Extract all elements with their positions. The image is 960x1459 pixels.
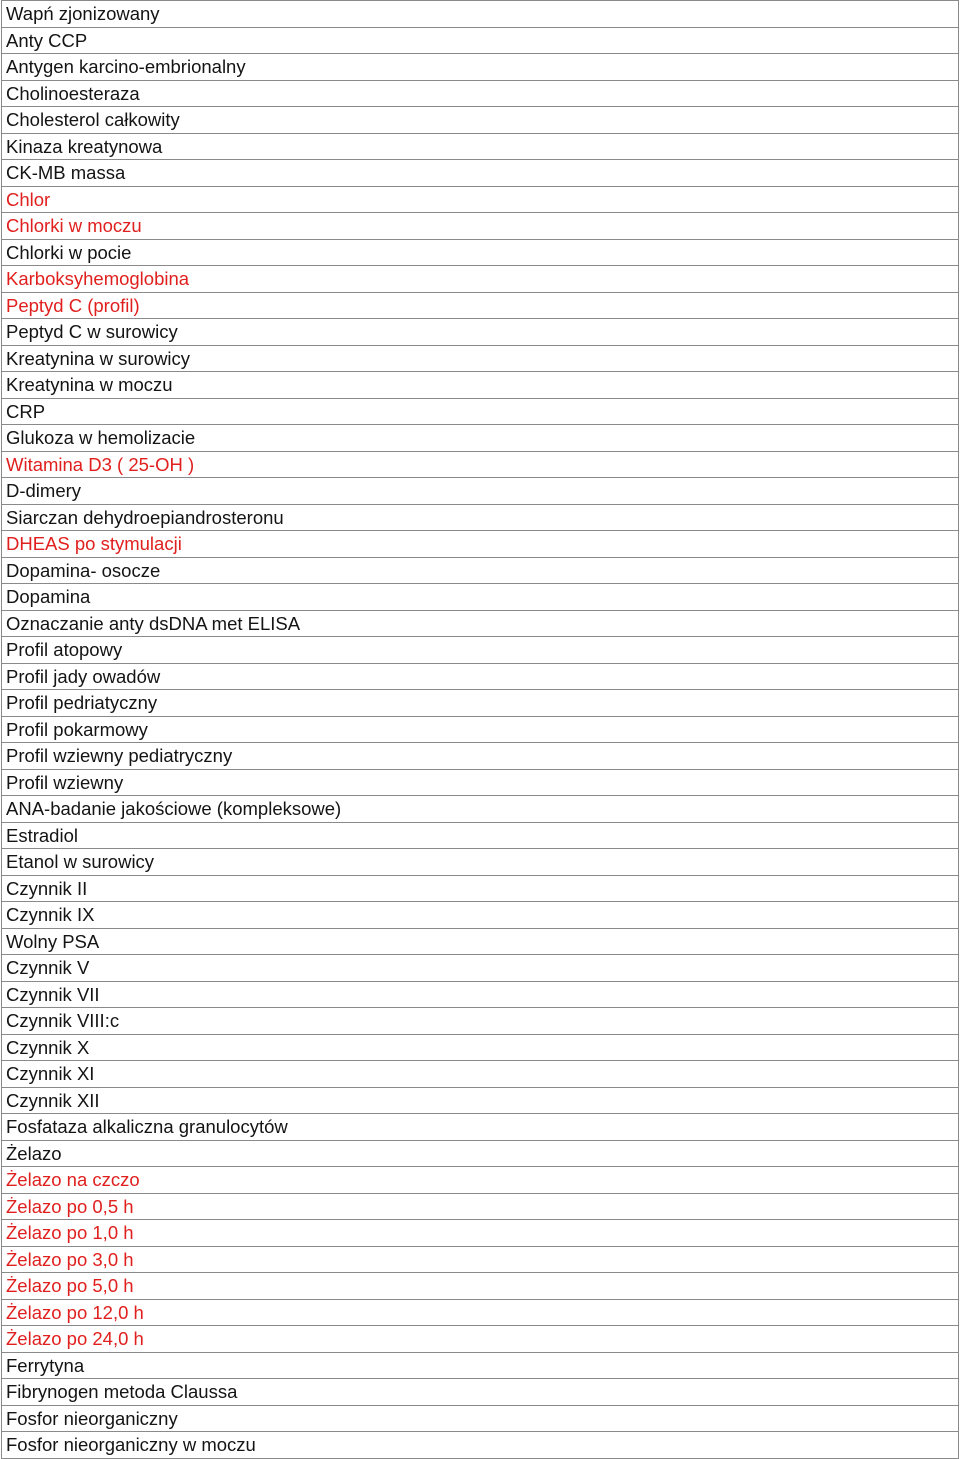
test-name-cell: Fibrynogen metoda Claussa <box>2 1379 959 1406</box>
test-name-cell: Żelazo po 24,0 h <box>2 1326 959 1353</box>
test-name-cell: Etanol w surowicy <box>2 849 959 876</box>
test-name-cell: Peptyd C (profil) <box>2 292 959 319</box>
table-row <box>2 451 959 478</box>
table-row <box>2 398 959 425</box>
test-name-cell: Czynnik IX <box>2 902 959 929</box>
table-row <box>2 716 959 743</box>
table-row <box>2 1167 959 1194</box>
table-row <box>2 478 959 505</box>
table-row <box>2 1246 959 1273</box>
table-row <box>2 557 959 584</box>
table-row <box>2 928 959 955</box>
test-name-cell: DHEAS po stymulacji <box>2 531 959 558</box>
test-name-cell: CRP <box>2 398 959 425</box>
test-name-cell: Profil pokarmowy <box>2 716 959 743</box>
test-name-cell: Siarczan dehydroepiandrosteronu <box>2 504 959 531</box>
table-row <box>2 1273 959 1300</box>
table-row <box>2 266 959 293</box>
test-name-cell: Chlor <box>2 186 959 213</box>
test-name-cell: Żelazo po 3,0 h <box>2 1246 959 1273</box>
test-name-cell: Czynnik VIII:c <box>2 1008 959 1035</box>
table-row <box>2 213 959 240</box>
test-name-cell: Profil wziewny pediatryczny <box>2 743 959 770</box>
table-row <box>2 1326 959 1353</box>
table-row <box>2 1034 959 1061</box>
table-row <box>2 637 959 664</box>
table-row <box>2 425 959 452</box>
test-name-cell: Dopamina- osocze <box>2 557 959 584</box>
table-row <box>2 690 959 717</box>
test-name-cell: Profil pedriatyczny <box>2 690 959 717</box>
test-name-cell: Żelazo <box>2 1140 959 1167</box>
table-row <box>2 769 959 796</box>
test-name-cell: Fosfor nieorganiczny w moczu <box>2 1432 959 1459</box>
table-row <box>2 133 959 160</box>
test-name-cell: Chlorki w moczu <box>2 213 959 240</box>
table-row <box>2 504 959 531</box>
table-row <box>2 1008 959 1035</box>
table-row <box>2 107 959 134</box>
test-name-cell: Chlorki w pocie <box>2 239 959 266</box>
test-name-cell: Oznaczanie anty dsDNA met ELISA <box>2 610 959 637</box>
test-name-cell: Żelazo po 1,0 h <box>2 1220 959 1247</box>
test-name-cell: Antygen karcino-embrionalny <box>2 54 959 81</box>
test-name-cell: Cholesterol całkowity <box>2 107 959 134</box>
test-name-cell: Czynnik XI <box>2 1061 959 1088</box>
test-name-cell: Czynnik XII <box>2 1087 959 1114</box>
table-row <box>2 1114 959 1141</box>
table-row <box>2 1299 959 1326</box>
test-name-cell: CK-MB massa <box>2 160 959 187</box>
test-name-cell: Czynnik II <box>2 875 959 902</box>
table-row <box>2 1405 959 1432</box>
test-name-cell: Czynnik V <box>2 955 959 982</box>
test-name-cell: Karboksyhemoglobina <box>2 266 959 293</box>
test-name-cell: Kreatynina w moczu <box>2 372 959 399</box>
table-row <box>2 1140 959 1167</box>
test-name-cell: Ferrytyna <box>2 1352 959 1379</box>
test-name-cell: Peptyd C w surowicy <box>2 319 959 346</box>
table-row <box>2 54 959 81</box>
test-name-cell: Czynnik VII <box>2 981 959 1008</box>
table-row <box>2 186 959 213</box>
table-row <box>2 292 959 319</box>
test-name-cell: D-dimery <box>2 478 959 505</box>
table-row <box>2 1379 959 1406</box>
test-name-cell: Żelazo po 0,5 h <box>2 1193 959 1220</box>
table-row <box>2 981 959 1008</box>
test-name-cell: Witamina D3 ( 25-OH ) <box>2 451 959 478</box>
table-row <box>2 849 959 876</box>
table-row <box>2 663 959 690</box>
test-name-cell: Wolny PSA <box>2 928 959 955</box>
table-row <box>2 1193 959 1220</box>
test-name-cell: Wapń zjonizowany <box>2 1 959 28</box>
test-name-cell: Fosfataza alkaliczna granulocytów <box>2 1114 959 1141</box>
table-row <box>2 584 959 611</box>
table-row <box>2 796 959 823</box>
table-row <box>2 80 959 107</box>
table-row <box>2 1432 959 1459</box>
test-name-cell: Estradiol <box>2 822 959 849</box>
test-name-cell: Kreatynina w surowicy <box>2 345 959 372</box>
table-row <box>2 239 959 266</box>
table-row <box>2 822 959 849</box>
test-name-cell: Kinaza kreatynowa <box>2 133 959 160</box>
test-list-table <box>1 0 959 1459</box>
table-row <box>2 345 959 372</box>
table-row <box>2 902 959 929</box>
test-name-cell: Czynnik X <box>2 1034 959 1061</box>
test-name-cell: Żelazo po 12,0 h <box>2 1299 959 1326</box>
table-row <box>2 160 959 187</box>
table-row <box>2 319 959 346</box>
table-row <box>2 875 959 902</box>
table-row <box>2 531 959 558</box>
test-name-cell: Żelazo na czczo <box>2 1167 959 1194</box>
test-name-cell: ANA-badanie jakościowe (kompleksowe) <box>2 796 959 823</box>
test-list-body <box>2 1 959 1459</box>
table-row <box>2 372 959 399</box>
table-row <box>2 1 959 28</box>
table-row <box>2 1061 959 1088</box>
test-name-cell: Cholinoesteraza <box>2 80 959 107</box>
table-row <box>2 743 959 770</box>
table-row <box>2 955 959 982</box>
test-name-cell: Żelazo po 5,0 h <box>2 1273 959 1300</box>
test-name-cell: Dopamina <box>2 584 959 611</box>
test-name-cell: Glukoza w hemolizacie <box>2 425 959 452</box>
test-name-cell: Anty CCP <box>2 27 959 54</box>
test-name-cell: Profil atopowy <box>2 637 959 664</box>
table-row <box>2 1352 959 1379</box>
test-name-cell: Fosfor nieorganiczny <box>2 1405 959 1432</box>
table-row <box>2 27 959 54</box>
test-name-cell: Profil jady owadów <box>2 663 959 690</box>
table-row <box>2 1220 959 1247</box>
table-row <box>2 610 959 637</box>
test-name-cell: Profil wziewny <box>2 769 959 796</box>
table-row <box>2 1087 959 1114</box>
